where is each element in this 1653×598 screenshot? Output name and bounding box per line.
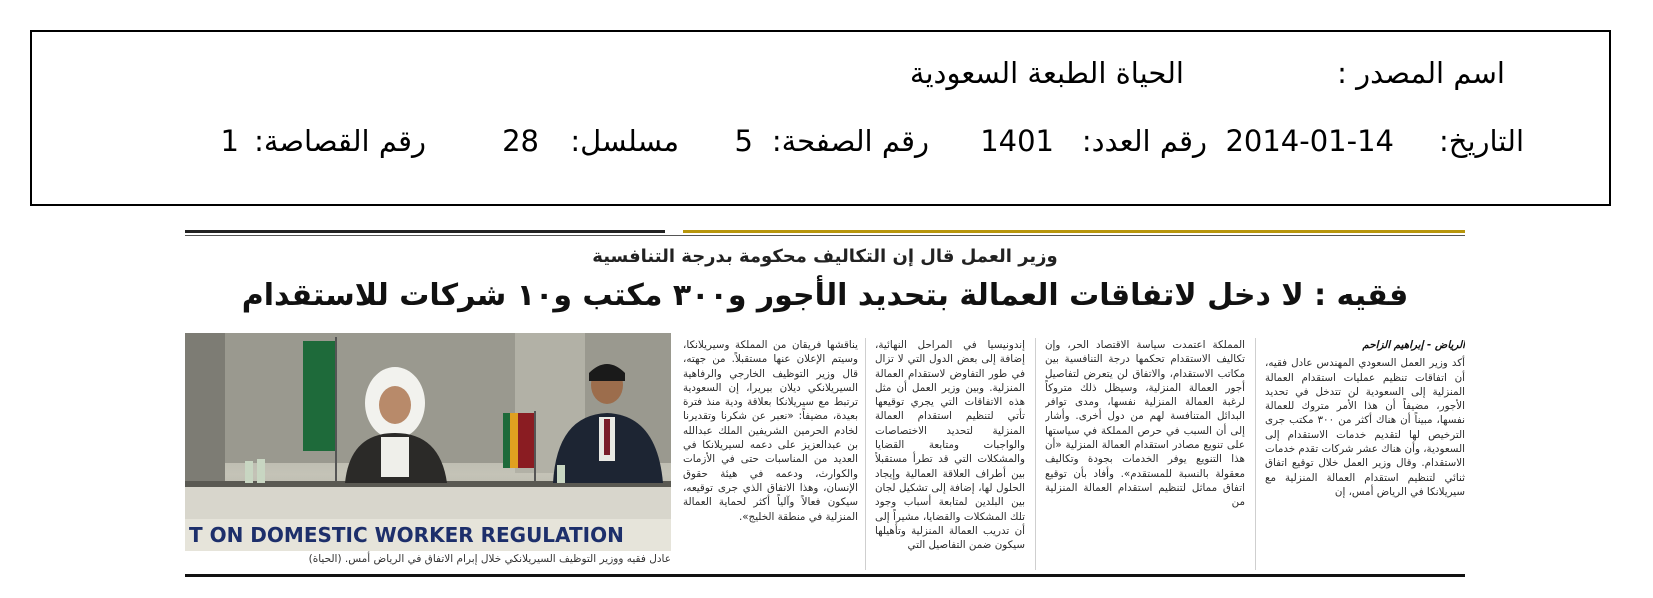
article-photo — [185, 333, 671, 551]
newspaper-clipping — [185, 230, 1465, 585]
column-text: أكد وزير العمل السعودي المهندس عادل فقيه، أن اتفاقات تنظيم عمليات استقدام العمالة المنزلية إلى السعودية لن تتدخل في تحديد الأجور، مضيفاً أن هذا الأمر متروك للعمالة نفسها، مبيناً أن هناك أكثر من ٣٠٠ مكتب جرى الترخيص لها لتقديم خدمات الاستقدام إلى السعودية، وأن هناك عشر شركات تقدم خدمات الاستقدام. وقال وزير العمل خلال توقيع اتفاق ثنائي لتنظيم استقدام العمالة المنزلية مع سيريلانكا في الرياض أمس، إن — [1265, 357, 1465, 498]
column-text: يناقشها فريقان من المملكة وسيريلانكا، وسيتم الإعلان عنها مستقبلاً. من جهته، قال وزير التوظيف الخارجي والرفاهية السيريلانكي ديلان بيريرا، إن السعودية ترتبط مع سيريلانكا بعلاقة ودية منذ فترة بعيدة، مضيفاً: «نعبر عن شكرنا وتقديرنا لخادم الحرمين الشريفين الملك عبدالله بن عبدالعزيز على دعمه لسيريلانكا في العديد من المناسبات حتى في الأزمات والكوارث، ودعمه في هيئة حقوق الإنسان، وهذا الاتفاق الذي جرى توقيعه، سيكون فعالاً وآلياً أكثر لحماية العمالة المنزلية في منطقة الخليج». — [683, 339, 858, 523]
source-info-box — [30, 30, 1611, 206]
top-thin-rule — [185, 235, 1465, 236]
column-divider — [865, 338, 866, 570]
flag-icon — [518, 413, 534, 468]
source-name: الحياة الطبعة السعودية — [909, 56, 1184, 90]
photo-caption: عادل فقيه ووزير التوظيف السيريلانكي خلال إبرام الاتفاق في الرياض أمس. (الحياة) — [308, 553, 671, 565]
article-column-3 — [875, 338, 1025, 570]
bottom-rule — [185, 574, 1465, 577]
page-value: 5 — [734, 124, 753, 158]
clip-value: 1 — [220, 124, 239, 158]
column-divider — [1255, 338, 1256, 570]
column-text: إندونيسيا في المراحل النهائية، إضافة إلى بعض الدول التي لا تزال في طور التفاوض لاستقدام العمالة المنزلية. وبين وزير العمل أن مثل هذه الاتفاقات التي يجري توقيعها تأتي لتنظيم استقدام العمالة المنزلية لتحديد الاختصاصات والواجبات ومتابعة القضايا والمشكلات التي قد تطرأ مستقبلاً بين أطراف العلاقة العمالية وإيجاد الحلول لها، إضافة إلى تشكيل لجان بين البلدين لمتابعة أسباب وجود تلك المشكلات والقضايا، مشيراً إلى أن تدريب العمالة المنزلية وتأهيلها سيكون ضمن التفاصيل التي — [875, 339, 1025, 552]
page-label: رقم الصفحة: — [771, 124, 929, 158]
article-byline: الرياض - إبراهيم الزاحم — [1362, 339, 1465, 351]
column-divider — [1035, 338, 1036, 570]
article-column-4 — [683, 338, 858, 570]
issue-value: 1401 — [980, 124, 1054, 158]
date-label: التاريخ: — [1438, 124, 1524, 158]
top-rule-right — [683, 230, 1465, 233]
date-value: 2014-01-14 — [1225, 124, 1394, 158]
article-kicker: وزير العمل قال إن التكاليف محكومة بدرجة التنافسية — [592, 246, 1058, 267]
clip-label: رقم القصاصة: — [254, 124, 426, 158]
article-column-2 — [1045, 338, 1245, 570]
article-headline: فقيه : لا دخل لاتفاقات العمالة بتحديد الأجور و٣٠٠ مكتب و١٠ شركات للاستقدام — [241, 278, 1409, 313]
serial-label: مسلسل: — [570, 124, 679, 158]
issue-label: رقم العدد: — [1081, 124, 1207, 158]
source-label: اسم المصدر : — [1337, 56, 1505, 90]
photo-banner-text: T ON DOMESTIC WORKER REGULATION — [189, 523, 624, 547]
article-column-1 — [1265, 338, 1465, 570]
flag-icon — [303, 341, 337, 451]
serial-value: 28 — [502, 124, 539, 158]
column-text: المملكة اعتمدت سياسة الاقتصاد الحر، وإن تكاليف الاستقدام تحكمها درجة التنافسية بين مكاتب الاستقدام، والاتفاق لن يتعرض لتفاصيل أجور العمالة المنزلية، وسيظل ذلك متروكاً لرغبة العمالة المنزلية نفسها، ومدى توافر البدائل المتنافسة لهم من دول أخرى. وأشار إلى أن السبب في حرص المملكة في سياستها على تنويع مصادر استقدام العمالة المنزلية «أن هذا التنويع يوفر الخدمات بجودة وتكاليف معقولة بالنسبة للمستقدم». وأفاد بأن توقيع اتفاق مماثل لتنظيم استقدام العمالة المنزلية من — [1045, 339, 1245, 509]
photo-illustration — [185, 333, 671, 551]
top-rule-left — [185, 230, 665, 233]
